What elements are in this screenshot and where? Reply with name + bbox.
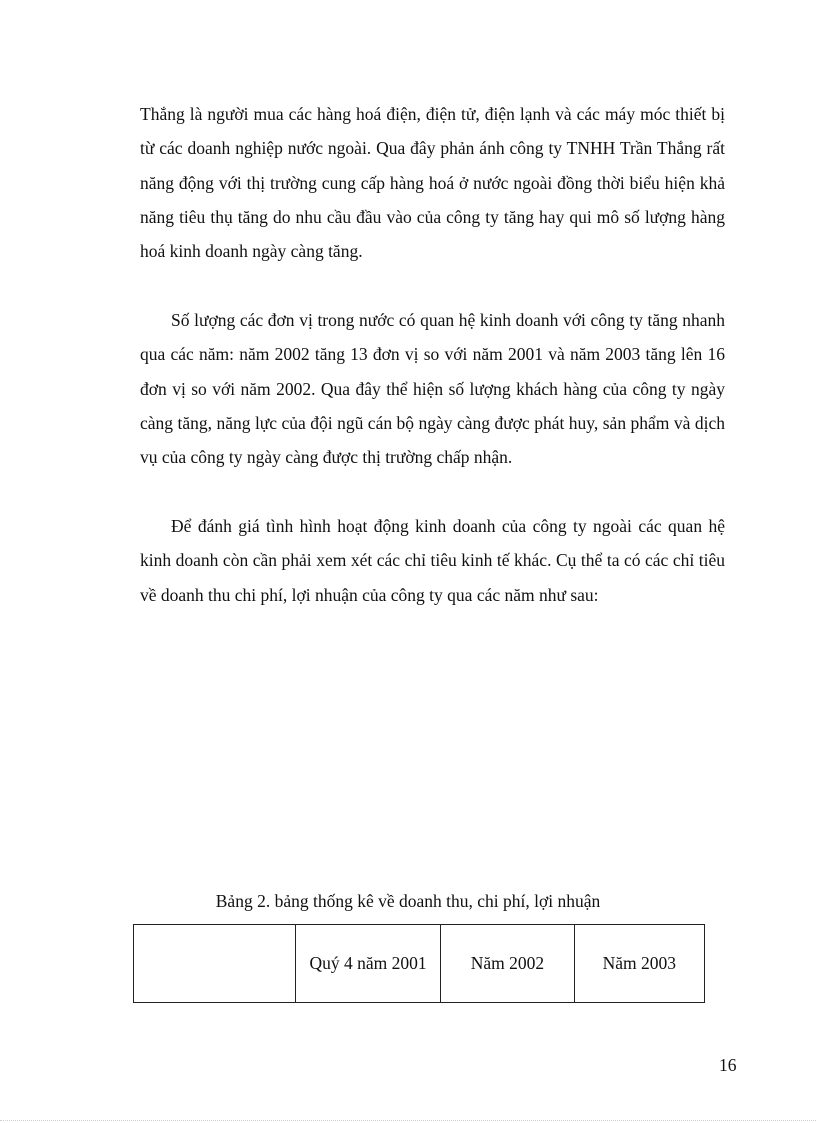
table-header-empty [134, 925, 296, 1003]
table-caption: Bảng 2. bảng thống kê về doanh thu, chi phí, lợi nhuận [215, 891, 601, 911]
table-header-q4-2001: Quý 4 năm 2001 [295, 925, 440, 1003]
page-number: 16 [719, 1055, 737, 1075]
page-footer-divider [0, 1120, 816, 1121]
table-header-2002: Năm 2002 [441, 925, 574, 1003]
statistics-table [133, 924, 705, 1003]
paragraph-3: Để đánh giá tình hình hoạt động kinh doanh của công ty ngoài các quan hệ kinh doanh còn cần phải xem xét các chỉ tiêu kinh tế khác. Cụ thể ta có các chỉ tiêu về doanh thu chi phí, lợi nhuận của công ty qua các năm như sau: [140, 516, 725, 605]
table-header-row [134, 925, 705, 1003]
paragraph-1: Thắng là người mua các hàng hoá điện, điện tử, điện lạnh và các máy móc thiết bị từ các doanh nghiệp nước ngoài. Qua đây phản ánh công ty TNHH Trần Thắng rất năng động với thị trường cung cấp hàng hoá ở nước ngoài đồng thời biểu hiện khả năng tiêu thụ tăng do nhu cầu đầu vào của công ty tăng hay qui mô số lượng hàng hoá kinh doanh ngày càng tăng. [140, 104, 725, 262]
table-header-2003: Năm 2003 [574, 925, 704, 1003]
paragraph-2: Số lượng các đơn vị trong nước có quan hệ kinh doanh với công ty tăng nhanh qua các năm: năm 2002 tăng 13 đơn vị so với năm 2001 và năm 2003 tăng lên 16 đơn vị so với năm 2002. Qua đây thể hiện số lượng khách hàng của công ty ngày càng tăng, năng lực của đội ngũ cán bộ ngày càng được phát huy, sản phẩm và dịch vụ của công ty ngày càng được thị trường chấp nhận. [140, 310, 725, 468]
